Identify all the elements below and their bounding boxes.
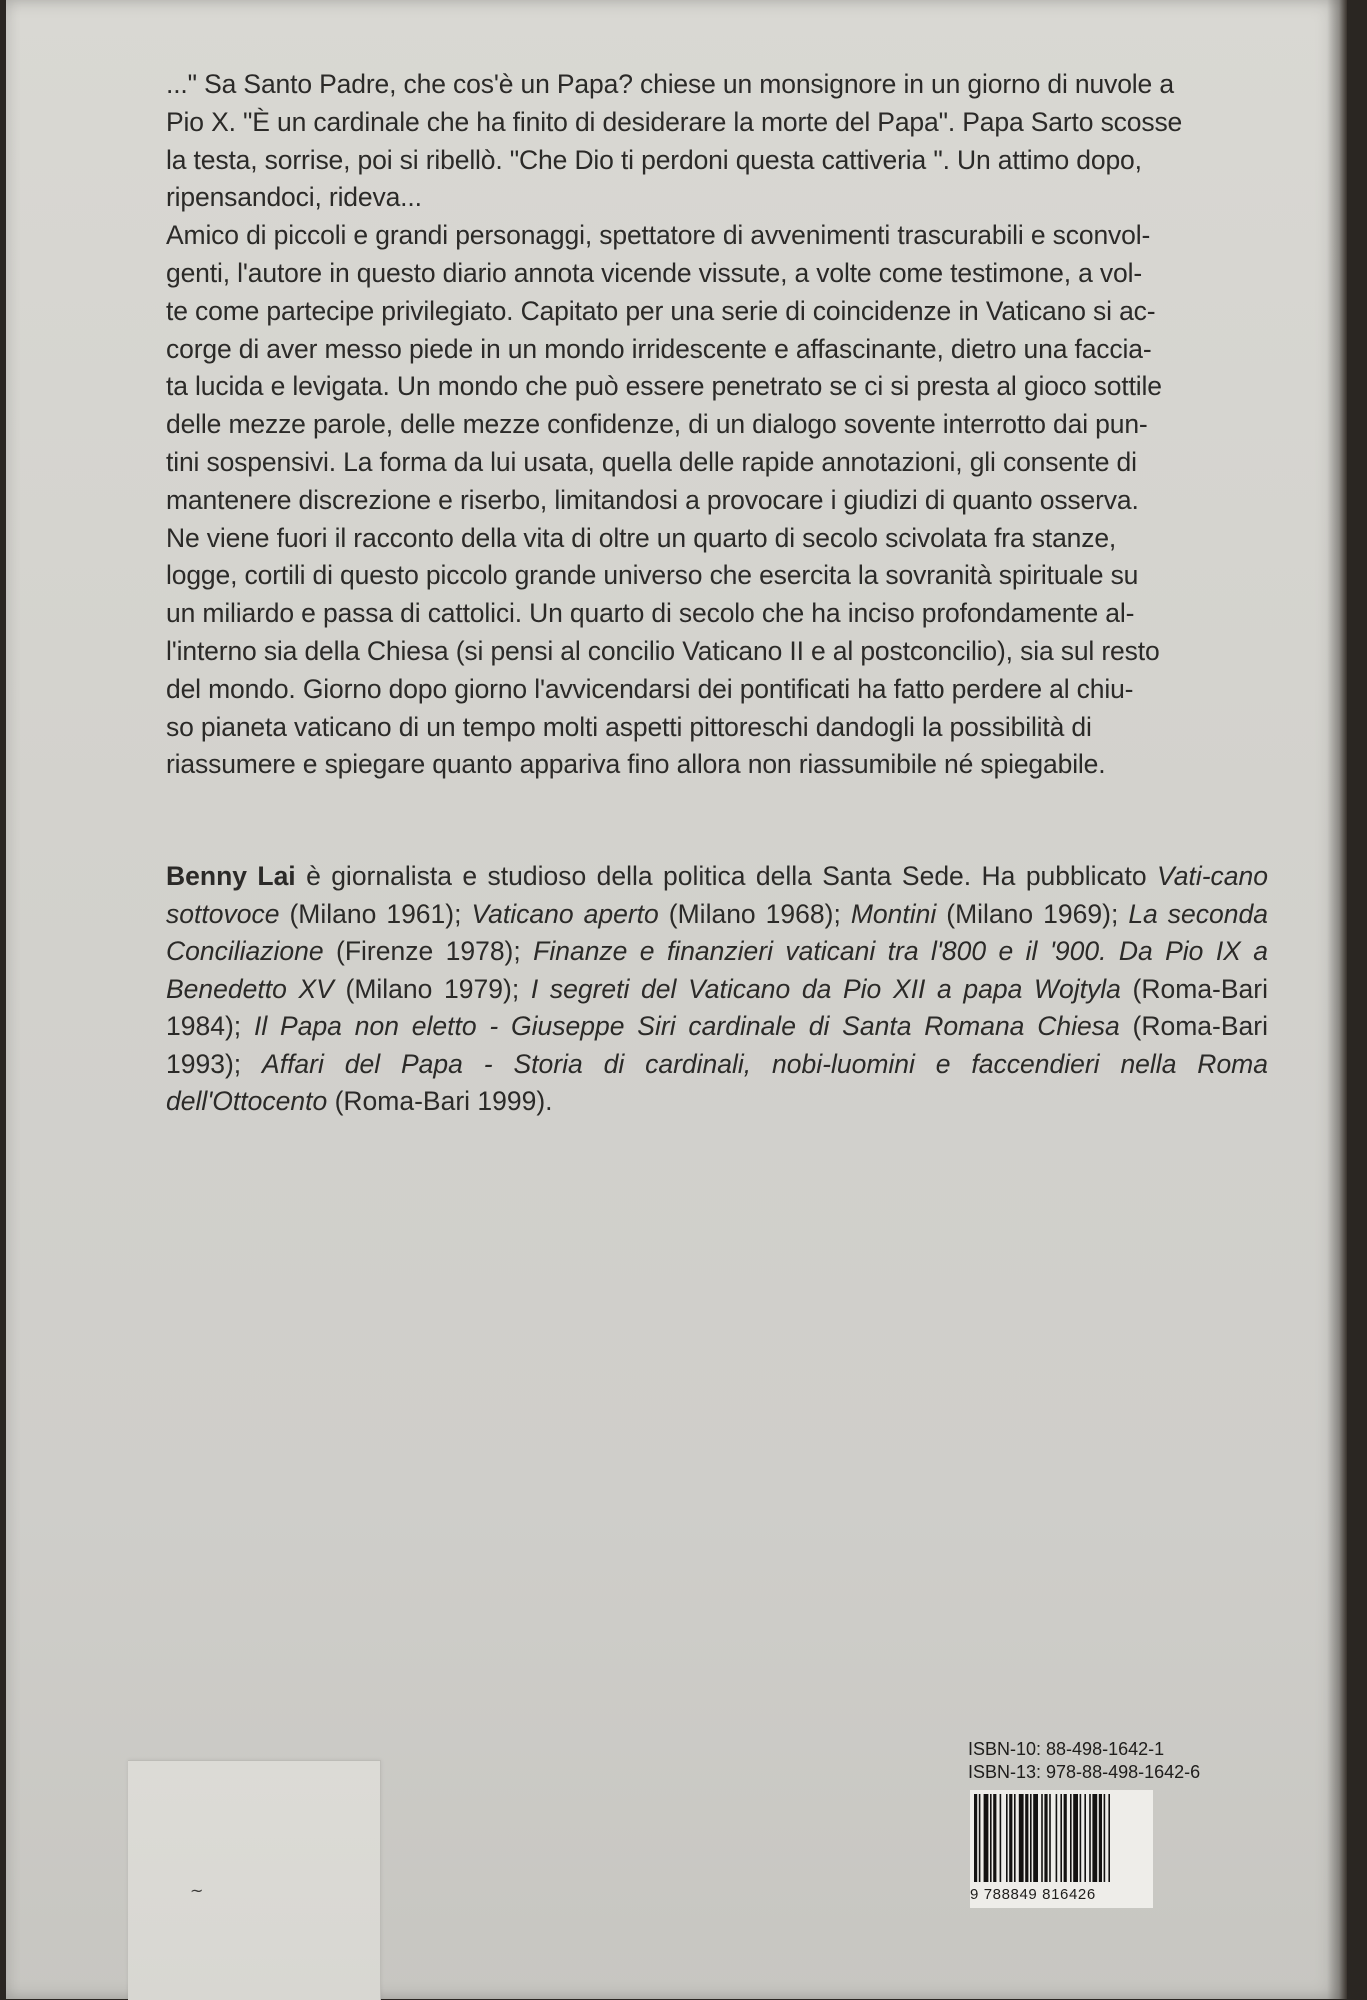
blurb-line: Pio X. "È un cardinale che ha finito di desiderare la morte del Papa". Papa Sarto scosse <box>166 106 1183 137</box>
barcode-bar <box>1060 1794 1062 1882</box>
barcode-bar <box>1033 1794 1038 1882</box>
blurb-line: Ne viene fuori il racconto della vita di oltre un quarto di secolo scivolata fra stanze, <box>166 522 1117 553</box>
book-title: La seconda Conciliazione <box>166 898 1268 966</box>
bio-text: è giornalista e studioso della politica della Santa Sede. Ha pubblicato <box>295 861 1158 891</box>
isbn-block <box>968 1738 1268 1918</box>
blurb-line: la testa, sorrise, poi si ribellò. "Che Dio ti perdoni questa cattiveria ". Un attimo dopo, <box>166 144 1142 175</box>
bio-text: (Roma-Bari 1993); <box>166 1011 1268 1079</box>
barcode-bar <box>1006 1794 1008 1882</box>
barcode-bar <box>1104 1794 1106 1882</box>
barcode-bar <box>1009 1794 1012 1882</box>
barcode-bar <box>1099 1794 1102 1882</box>
price-sticker <box>128 1760 381 2000</box>
book-title: Affari del Papa - Storia di cardinali, nobi-luomini e faccendieri nella Roma dell'Ottocento <box>166 1048 1268 1116</box>
isbn-10: ISBN-10: 88-498-1642-1 <box>968 1739 1165 1759</box>
bio-text: (Milano 1968); <box>658 898 851 929</box>
blurb-line: mantenere discrezione e riserbo, limitandosi a provocare i giudizi di quanto osserva. <box>166 484 1139 515</box>
bio-text: (Roma-Bari 1999). <box>327 1086 553 1116</box>
back-cover <box>6 0 1347 1999</box>
barcode-bar <box>1108 1794 1110 1882</box>
bio-text: (Firenze 1978); <box>323 936 534 966</box>
barcode-bar <box>993 1794 996 1882</box>
sticker-mark: ~ <box>190 1881 204 1900</box>
barcode-bar <box>1041 1794 1043 1882</box>
barcode <box>970 1790 1153 1908</box>
blurb-line: delle mezze parole, delle mezze confidenze, di un dialogo sovente interrotto dai pun- <box>166 409 1148 440</box>
bio-text: (Milano 1969); <box>936 898 1129 929</box>
blurb-line: ta lucida e levigata. Un mondo che può essere penetrato se ci si presta al gioco sottile <box>166 371 1162 402</box>
isbn-13: ISBN-13: 978-88-498-1642-6 <box>968 1762 1201 1782</box>
blurb-line: tini sospensivi. La forma da lui usata, quella delle rapide annotazioni, gli consente di <box>166 446 1137 477</box>
blurb-paragraph <box>166 66 1268 784</box>
barcode-bar <box>1064 1794 1067 1882</box>
barcode-bar <box>1084 1794 1086 1882</box>
blurb-line: so pianeta vaticano di un tempo molti aspetti pittoreschi dandogli la possibilità di <box>166 711 1092 742</box>
blurb-line: ripensandoci, rideva... <box>166 182 422 213</box>
book-title: I segreti del Vaticano da Pio XII a papa Wojtyla <box>530 973 1121 1004</box>
blurb-line: genti, l'autore in questo diario annota vicende vissute, a volte come testimone, a vol- <box>166 257 1143 288</box>
barcode-bar <box>1025 1794 1028 1882</box>
barcode-bars <box>970 1790 1153 1886</box>
barcode-bar <box>1019 1794 1024 1882</box>
blurb-line: ..." Sa Santo Padre, che cos'è un Papa? chiese un monsignore in un giorno di nuvole a <box>166 69 1174 99</box>
barcode-bar <box>1056 1794 1058 1882</box>
barcode-bar <box>1073 1794 1078 1882</box>
blurb-line: te come partecipe privilegiato. Capitato per una serie di coincidenze in Vaticano si ac- <box>166 295 1156 326</box>
barcode-bar <box>974 1794 977 1882</box>
blurb-line: un miliardo e passa di cattolici. Un quarto di secolo che ha inciso profondamente al- <box>166 598 1135 629</box>
barcode-digits: 9 788849 816426 <box>970 1886 1096 1903</box>
blurb-line: l'interno sia della Chiesa (si pensi al concilio Vaticano II e al postconcilio), sia sul resto <box>166 635 1160 666</box>
author-bio-paragraph <box>166 858 1268 1121</box>
barcode-bar <box>1089 1794 1091 1882</box>
barcode-bar <box>1049 1794 1051 1882</box>
book-title: Finanze e finanzieri vaticani tra l'800 e il '900. Da Pio IX a Benedetto XV <box>166 936 1268 1004</box>
bio-text: (Milano 1979); <box>333 973 531 1004</box>
author-name: Benny Lai <box>166 861 296 891</box>
barcode-bar <box>1070 1794 1072 1882</box>
barcode-bar <box>984 1794 989 1882</box>
barcode-bar <box>1044 1794 1047 1882</box>
blurb-line: corge di aver messo piede in un mondo irridescente e affascinante, dietro una faccia- <box>166 333 1152 364</box>
book-title: Montini <box>850 898 937 929</box>
barcode-bar <box>1080 1794 1082 1882</box>
barcode-bar <box>979 1794 981 1882</box>
cover-edge-shadow <box>1327 0 1347 1999</box>
book-title: Vaticano aperto <box>471 898 659 929</box>
blurb-line: Amico di piccoli e grandi personaggi, spettatore di avvenimenti trascurabili e sconvol- <box>166 220 1151 251</box>
author-bio <box>166 858 1268 1121</box>
blurb-line: riassumere e spiegare quanto appariva fino allora non riassumibile né spiegabile. <box>166 749 1106 780</box>
barcode-bar <box>1030 1794 1032 1882</box>
blurb-text <box>166 66 1268 784</box>
barcode-bar <box>990 1794 992 1882</box>
bio-text: (Milano 1961); <box>279 898 472 929</box>
barcode-bar <box>1092 1794 1097 1882</box>
book-title: Vati-cano sottovoce <box>166 861 1268 929</box>
barcode-bar <box>1014 1794 1016 1882</box>
barcode-bar <box>1000 1794 1002 1882</box>
bio-text: (Roma-Bari 1984); <box>166 973 1269 1041</box>
book-title: Il Papa non eletto - Giuseppe Siri cardinale di Santa Romana Chiesa <box>253 1011 1120 1041</box>
blurb-line: logge, cortili di questo piccolo grande universo che esercita la sovranità spirituale su <box>166 560 1139 591</box>
blurb-line: del mondo. Giorno dopo giorno l'avvicendarsi dei pontificati ha fatto perdere al chiu- <box>166 673 1134 704</box>
